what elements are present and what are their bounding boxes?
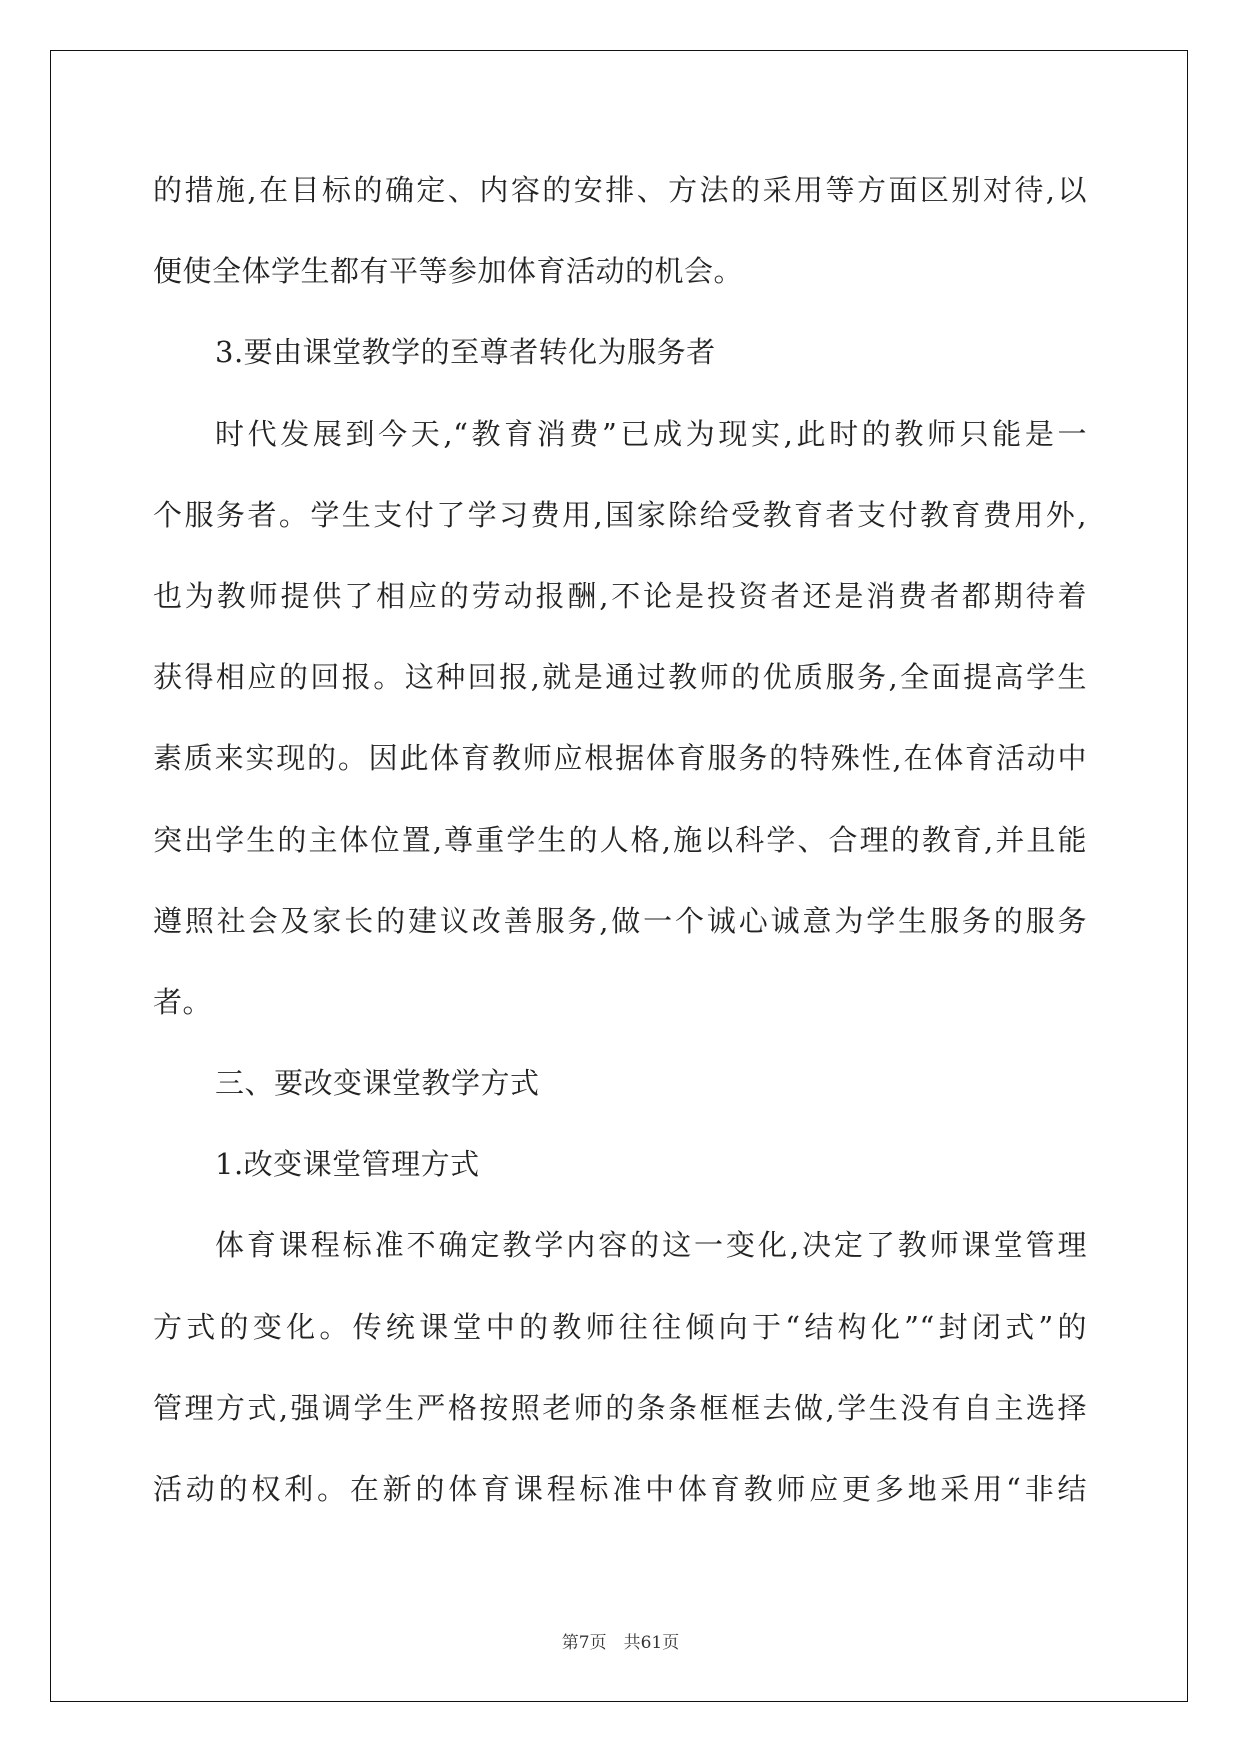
text-line: 也为教师提供了相应的劳动报酬,不论是投资者还是消费者都期待着 xyxy=(153,578,1087,613)
text-line: 管理方式,强调学生严格按照老师的条条框框去做,学生没有自主选择 xyxy=(153,1390,1087,1425)
text-line: 获得相应的回报。这种回报,就是通过教师的优质服务,全面提高学生 xyxy=(153,660,1087,695)
text-line: 遵照社会及家长的建议改善服务,做一个诚心诚意为学生服务的服务 xyxy=(153,903,1087,938)
text-line: 1.改变课堂管理方式 xyxy=(215,1147,480,1182)
text-line: 突出学生的主体位置,尊重学生的人格,施以科学、合理的教育,并且能 xyxy=(153,822,1087,857)
text-line: 素质来实现的。因此体育教师应根据体育服务的特殊性,在体育活动中 xyxy=(153,741,1087,776)
text-line: 的措施,在目标的确定、内容的安排、方法的采用等方面区别对待,以 xyxy=(153,173,1087,207)
text-line: 活动的权利。在新的体育课程标准中体育教师应更多地采用“非结 xyxy=(153,1472,1087,1506)
text-line: 时代发展到今天,“教育消费”已成为现实,此时的教师只能是一 xyxy=(215,416,1087,451)
text-line: 三、要改变课堂教学方式 xyxy=(215,1066,540,1101)
text-line: 个服务者。学生支付了学习费用,国家除给受教育者支付教育费用外, xyxy=(153,497,1087,532)
page-footer: 第7页 共61页 xyxy=(561,1633,680,1653)
text-line: 方式的变化。传统课堂中的教师往往倾向于“结构化”“封闭式”的 xyxy=(153,1309,1087,1344)
text-line: 体育课程标准不确定教学内容的这一变化,决定了教师课堂管理 xyxy=(215,1228,1087,1263)
text-line: 便使全体学生都有平等参加体育活动的机会。 xyxy=(153,254,744,289)
text-line: 者。 xyxy=(153,984,213,1019)
document-body xyxy=(153,150,1087,1530)
text-line: 3.要由课堂教学的至尊者转化为服务者 xyxy=(215,335,716,370)
